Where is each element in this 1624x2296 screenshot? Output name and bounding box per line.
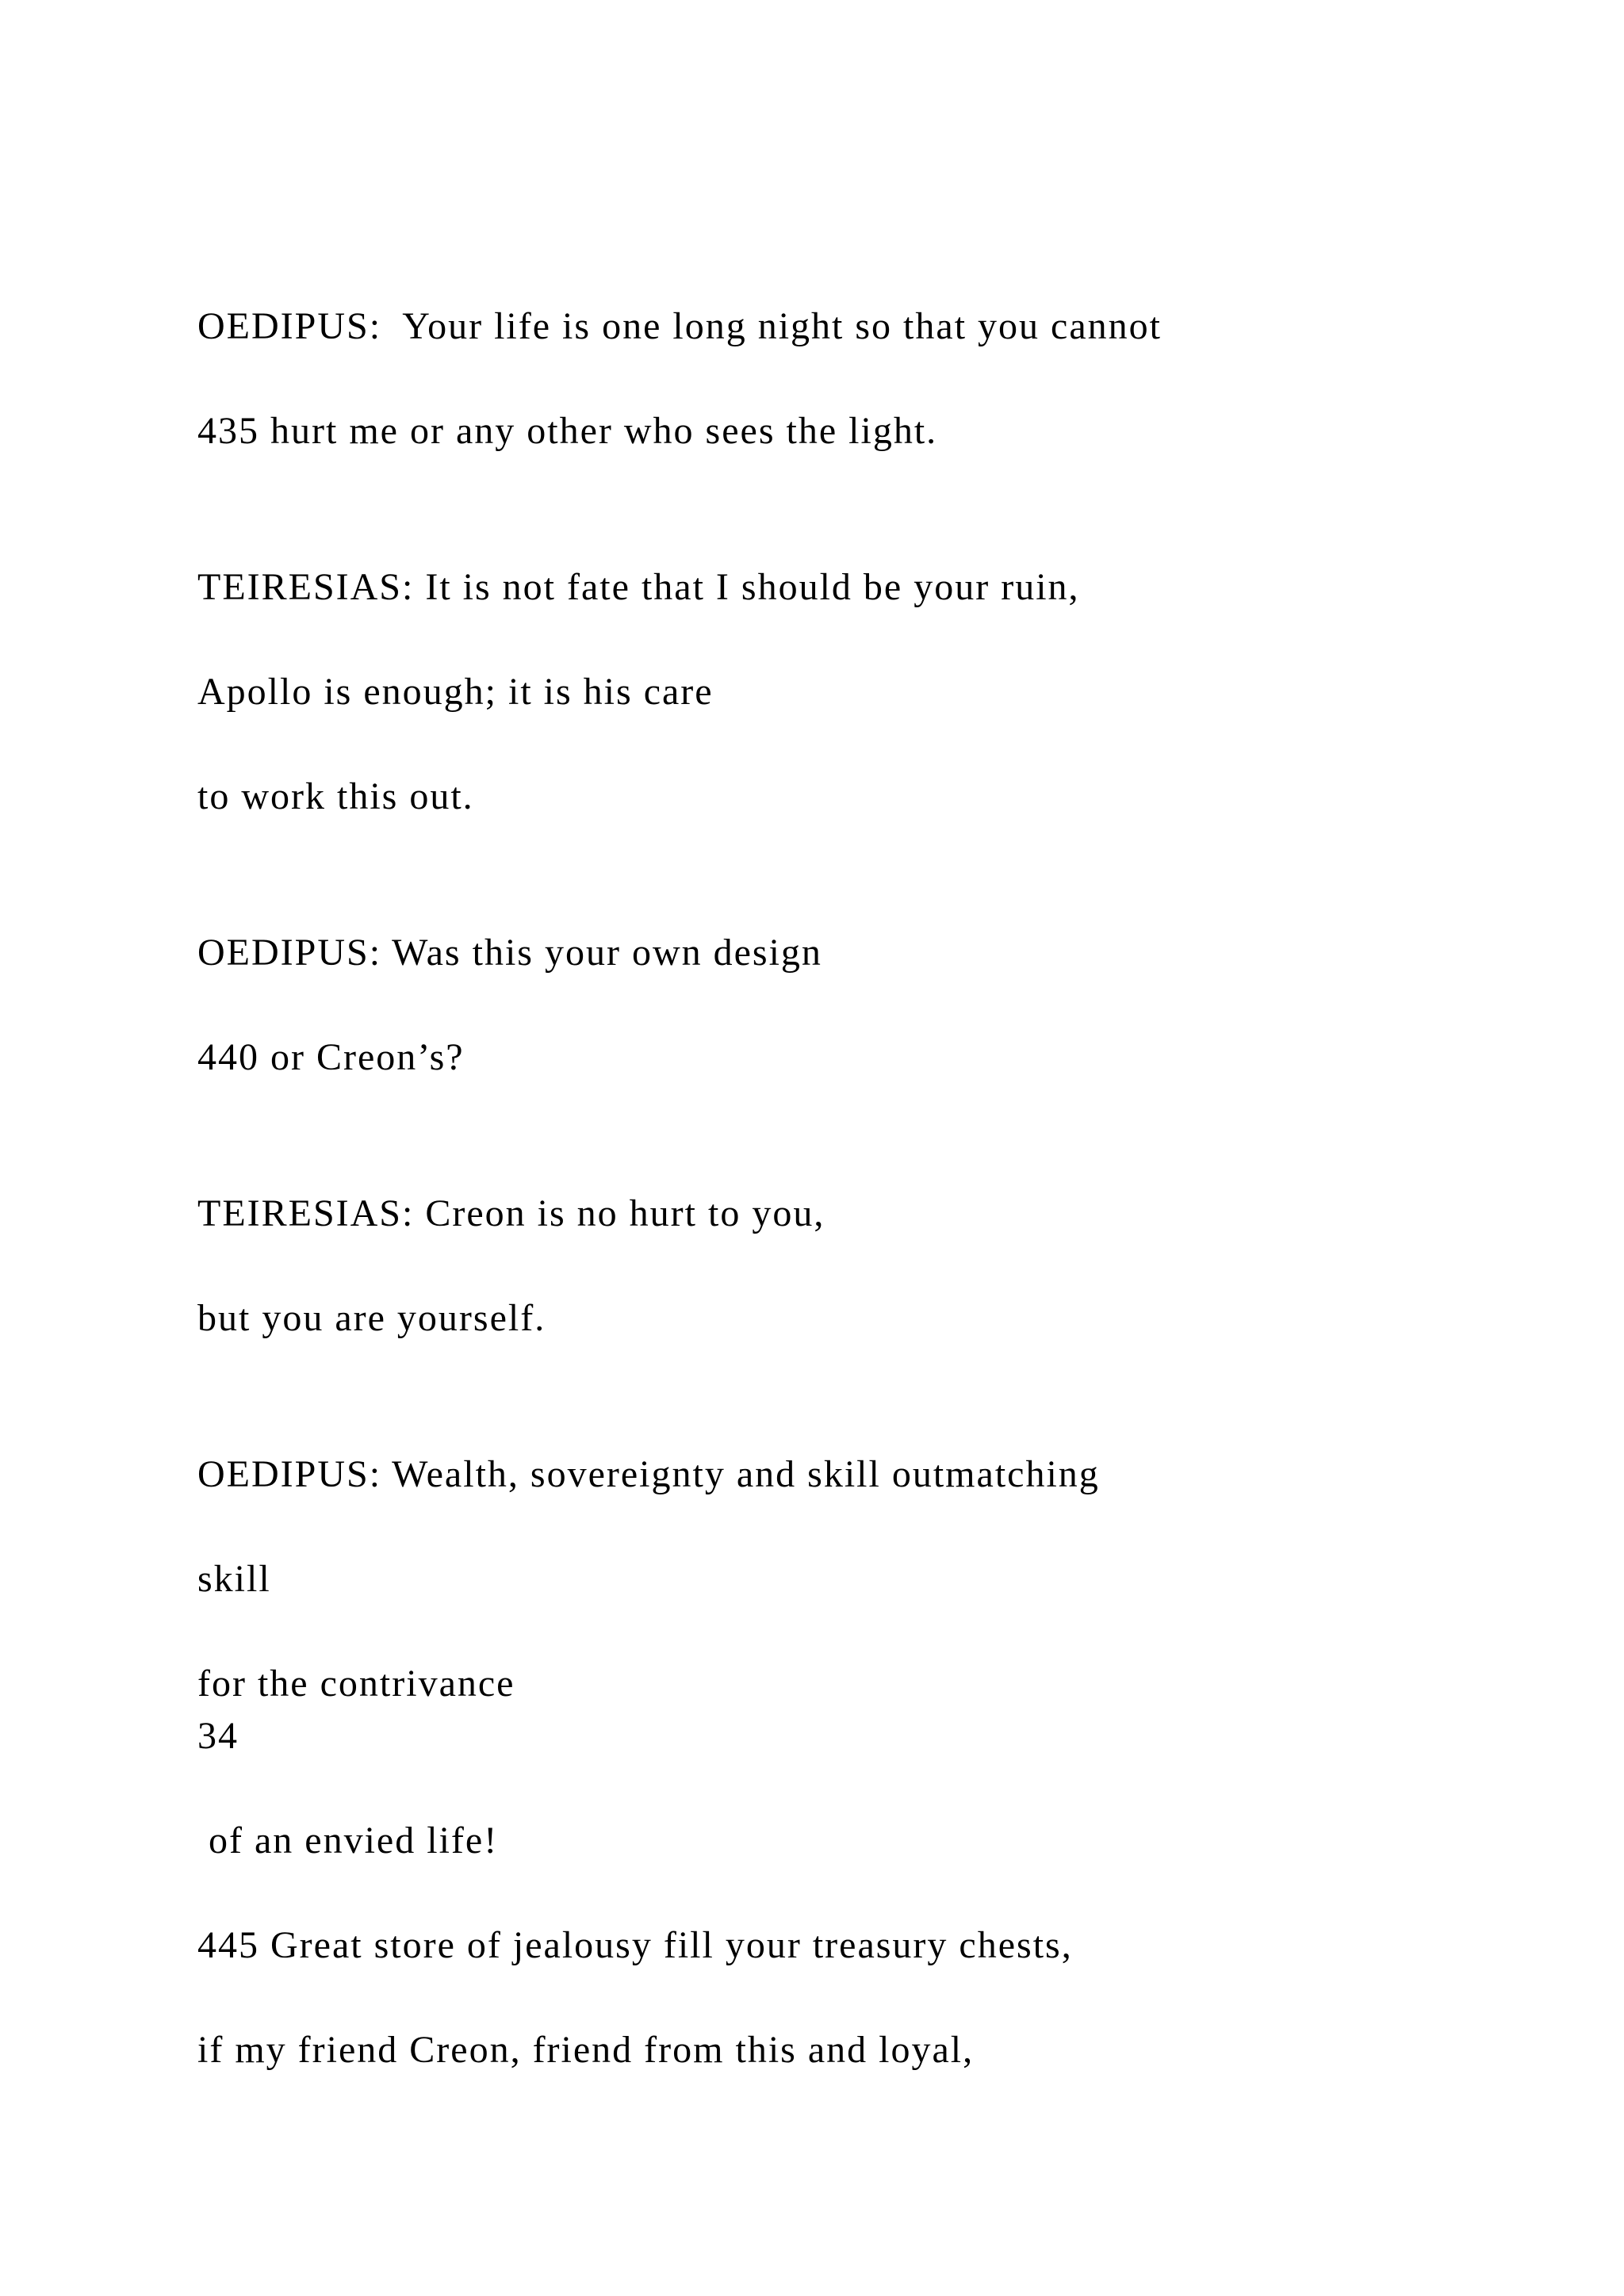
text-line-oedipus-speech-1: OEDIPUS: Your life is one long night so that you cannot — [197, 305, 1162, 347]
text-line-oedipus-speech-3: OEDIPUS: Wealth, sovereignty and skill outmatching — [197, 1453, 1100, 1495]
page-number: 34 — [197, 1715, 239, 1757]
text-line-friend-creon: if my friend Creon, friend from this and loyal, — [197, 2029, 975, 2071]
text-line-but-you: but you are yourself. — [197, 1297, 546, 1339]
text-line-verse-445: 445 Great store of jealousy fill your treasury chests, — [197, 1924, 1073, 1966]
text-line-oedipus-speech-2: OEDIPUS: Was this your own design — [197, 932, 822, 974]
text-line-skill: skill — [197, 1558, 271, 1600]
text-line-teiresias-speech-1: TEIRESIAS: It is not fate that I should be your ruin, — [197, 566, 1080, 608]
text-line-contrivance: for the contrivance — [197, 1663, 515, 1705]
text-line-teiresias-speech-2: TEIRESIAS: Creon is no hurt to you, — [197, 1192, 825, 1234]
text-line-verse-435: 435 hurt me or any other who sees the light. — [197, 410, 938, 452]
text-line-envied-life: of an envied life! — [197, 1820, 499, 1862]
text-line-apollo: Apollo is enough; it is his care — [197, 671, 714, 713]
text-line-work-this-out: to work this out. — [197, 775, 474, 817]
text-line-verse-440: 440 or Creon’s? — [197, 1036, 465, 1078]
